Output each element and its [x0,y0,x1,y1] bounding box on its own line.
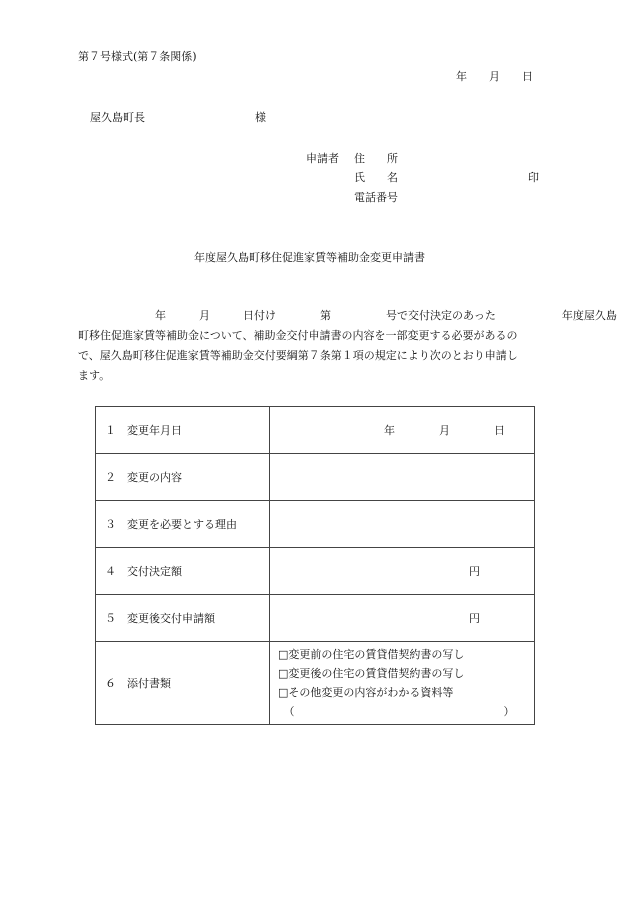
attachment-other-input[interactable]: （ ） [278,705,515,718]
row-label-change-content: ２ 変更の内容 [96,454,270,501]
attachment-checkbox-item[interactable]: □その他変更の内容がわかる資料等 [278,686,454,699]
table-row [96,642,535,725]
body-line: 町移住促進家賃等補助金について、補助金交付申請書の内容を一部変更する必要があるの [78,329,518,342]
change-reason-field[interactable] [270,501,535,548]
body-paragraph [78,306,617,386]
body-line: で、屋久島町移住促進家賃等補助金交付要綱第７条第１項の規定により次のとおり申請し [78,349,518,362]
table-row [96,501,535,548]
yen-unit: 円 [469,565,480,578]
table-row [96,454,535,501]
table-row [96,407,535,454]
table-row [96,595,535,642]
address-label: 住 所 [354,152,398,165]
date-line: 年 月 日 [456,70,533,83]
form-number: 第７号様式(第７条関係) [78,50,197,63]
body-line: 年 月 日付け 第 号で交付決定のあった 年度屋久島 [78,309,617,322]
granted-amount-field[interactable] [270,548,535,595]
row-label-change-date: １ 変更年月日 [96,407,270,454]
document-title: 年度屋久島町移住促進家賃等補助金変更申請書 [194,251,425,264]
addressee-name: 屋久島町長 [90,111,145,124]
change-details-table [95,406,535,725]
attachment-list [270,642,534,724]
table-row [96,548,535,595]
phone-label: 電話番号 [354,191,398,204]
seal-mark: 印 [528,171,539,184]
change-date-placeholder: 年 月 日 [384,424,505,437]
row-label-change-reason: ３ 変更を必要とする理由 [96,501,270,548]
attachment-checkbox-item[interactable]: □変更後の住宅の賃貸借契約書の写し [278,667,465,680]
change-content-field[interactable] [270,454,535,501]
row-label-attachments: ６ 添付書類 [96,642,270,725]
change-date-field[interactable] [270,407,535,454]
yen-unit: 円 [469,612,480,625]
attachment-checkbox-item[interactable]: □変更前の住宅の賃貸借契約書の写し [278,648,465,661]
applicant-label: 申請者 [306,152,339,165]
revised-amount-field[interactable] [270,595,535,642]
body-line: ます。 [78,369,111,382]
row-label-revised-amount: ５ 変更後交付申請額 [96,595,270,642]
name-label: 氏 名 [354,171,398,184]
addressee-honorific: 様 [255,111,266,124]
row-label-granted-amount: ４ 交付決定額 [96,548,270,595]
attachments-cell [270,642,535,725]
